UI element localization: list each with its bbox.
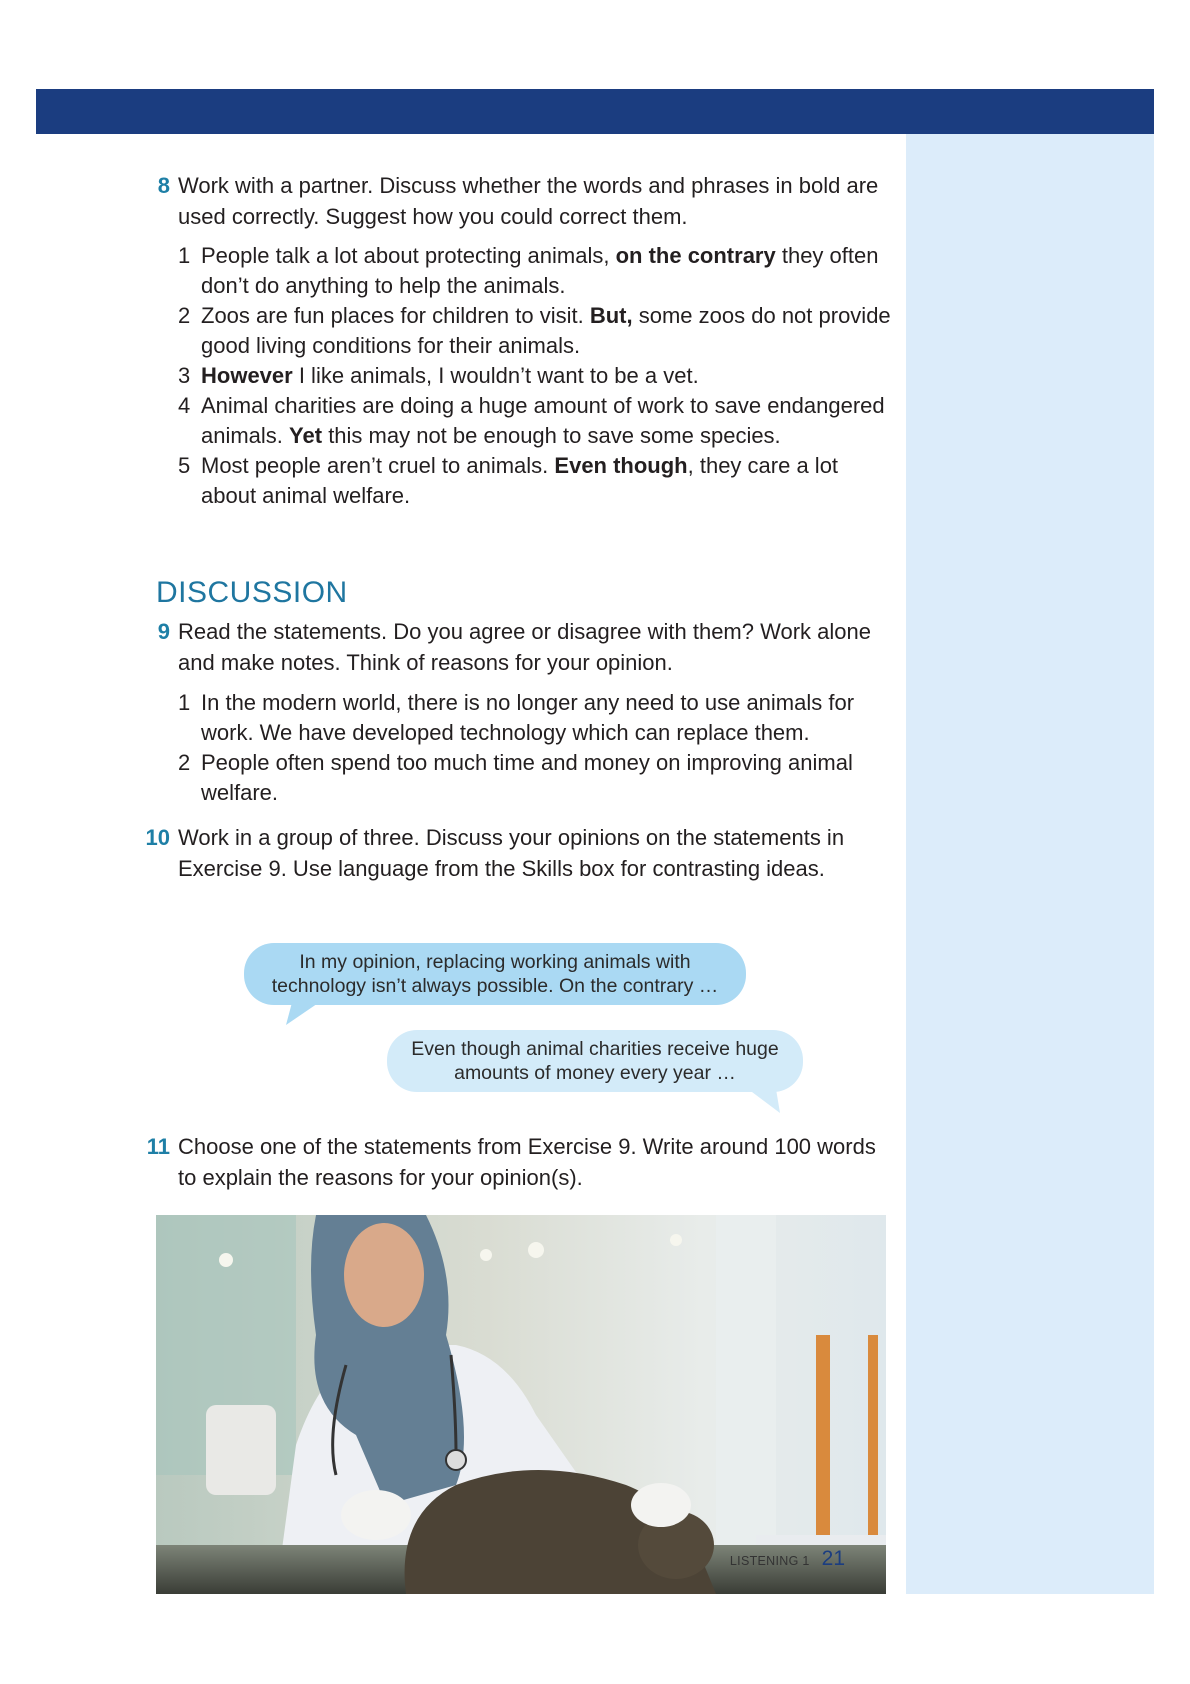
list-item: 4 Animal charities are doing a huge amount of work to save endangered animals. Yet this may not be enough to save some species. [178,393,885,448]
exercise-9 [140,617,880,678]
list-item: 3 However I like animals, I wouldn’t want to be a vet. [178,363,699,388]
exercise-instruction: Work with a partner. Discuss whether the words and phrases in bold are used correctly. Suggest how you could correct them. [178,173,879,229]
section-heading: DISCUSSION [156,576,348,609]
exercise-instruction: Read the statements. Do you agree or disagree with them? Work alone and make notes. Think of reasons for your opinion. [178,619,871,675]
exercise-number: 8 [157,173,170,198]
exercise-instruction: Choose one of the statements from Exercise 9. Write around 100 words to explain the reasons for your opinion(s). [178,1134,876,1190]
vet-photo [156,1215,886,1594]
exercise-instruction: Work in a group of three. Discuss your opinions on the statements in Exercise 9. Use language from the Skills box for contrasting ideas. [178,825,845,881]
page-number: 21 [821,1547,845,1570]
side-panel [906,134,1154,1594]
section-label: LISTENING 1 [729,1554,810,1568]
exercise-number: 11 [146,1134,170,1159]
bold-phrase: Even though [554,453,688,478]
speech-bubble: In my opinion, replacing working animals with technology isn’t always possible. On the contrary … [244,943,746,1005]
exercise-number: 10 [145,825,170,850]
bold-phrase: on the contrary [615,243,776,268]
list-item: 1 People talk a lot about protecting animals, on the contrary they often don’t do anything to help the animals. [178,243,879,298]
bold-phrase: However [201,363,293,388]
vet-with-cat-illustration [156,1215,886,1594]
bold-phrase: But, [589,303,633,328]
list-item: 2 People often spend too much time and money on improving animal welfare. [178,750,853,805]
exercise-8-items [178,241,898,511]
exercise-11 [140,1132,880,1193]
header-banner [36,89,1154,134]
exercise-10 [140,823,880,884]
list-item: 5 Most people aren’t cruel to animals. Even though, they care a lot about animal welfare. [178,453,839,508]
page-footer [730,1547,845,1571]
speech-bubble: Even though animal charities receive huge amounts of money every year … [387,1030,803,1092]
exercise-9-items [178,688,898,808]
exercise-number: 9 [157,619,170,644]
bold-phrase: Yet [289,423,323,448]
exercise-8 [140,171,880,232]
list-item: 1 In the modern world, there is no longer any need to use animals for work. We have developed technology which can replace them. [178,690,855,745]
list-item: 2 Zoos are fun places for children to visit. But, some zoos do not provide good living conditions for their animals. [178,303,891,358]
